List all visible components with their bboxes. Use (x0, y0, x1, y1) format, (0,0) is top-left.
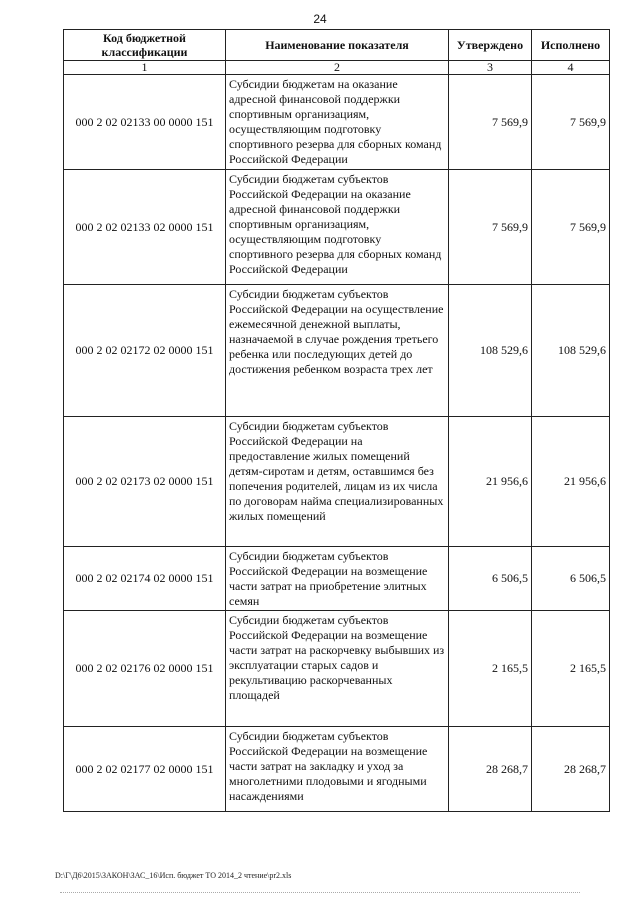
column-number: 1 (64, 61, 226, 75)
approved-amount: 108 529,6 (449, 285, 532, 417)
table-row (64, 611, 610, 727)
scan-divider (60, 892, 580, 894)
header-code: Код бюджетной классификации (64, 30, 226, 61)
table-row (64, 170, 610, 285)
budget-code: 000 2 02 02133 00 0000 151 (64, 75, 226, 170)
budget-code: 000 2 02 02174 02 0000 151 (64, 547, 226, 611)
page-number: 24 (313, 12, 327, 26)
budget-code: 000 2 02 02177 02 0000 151 (64, 727, 226, 812)
indicator-name: Субсидии бюджетам субъектов Российской Федерации на оказание адресной финансовой поддержки спортивным организациям, осуществляющим подготовку спортивного резерва для сборных команд Российской Федерации (226, 170, 449, 285)
approved-amount: 7 569,9 (449, 75, 532, 170)
budget-code: 000 2 02 02133 02 0000 151 (64, 170, 226, 285)
column-number-row (64, 61, 610, 75)
approved-amount: 7 569,9 (449, 170, 532, 285)
indicator-name: Субсидии бюджетам субъектов Российской Федерации на возмещение части затрат на раскорчевку выбывших из эксплуатации старых садов и рекультивацию раскорчеванных площадей (226, 611, 449, 727)
indicator-name: Субсидии бюджетам субъектов Российской Федерации на предоставление жилых помещений детям-сиротам и детям, оставшимся без попечения родителей, лицам из их числа по договорам найма специализированных жилых помещений (226, 417, 449, 547)
table-row (64, 285, 610, 417)
approved-amount: 21 956,6 (449, 417, 532, 547)
executed-amount: 7 569,9 (532, 170, 610, 285)
column-number: 3 (449, 61, 532, 75)
indicator-name: Субсидии бюджетам на оказание адресной финансовой поддержки спортивным организациям, осуществляющим подготовку спортивного резерва для сборных команд Российской Федерации (226, 75, 449, 170)
approved-amount: 2 165,5 (449, 611, 532, 727)
executed-amount: 21 956,6 (532, 417, 610, 547)
budget-code: 000 2 02 02176 02 0000 151 (64, 611, 226, 727)
budget-code: 000 2 02 02173 02 0000 151 (64, 417, 226, 547)
table-row (64, 417, 610, 547)
header-approved: Утверждено (449, 30, 532, 61)
table-row (64, 75, 610, 170)
header-executed: Исполнено (532, 30, 610, 61)
header-name: Наименование показателя (226, 30, 449, 61)
column-number: 2 (226, 61, 449, 75)
footer-file-path: D:\Г\Д6\2015\ЗАКОН\ЗАС_16\Исп. бюджет ТО 2014_2 чтение\pr2.xls (55, 871, 292, 880)
table-row (64, 727, 610, 812)
approved-amount: 28 268,7 (449, 727, 532, 812)
executed-amount: 108 529,6 (532, 285, 610, 417)
executed-amount: 6 506,5 (532, 547, 610, 611)
budget-code: 000 2 02 02172 02 0000 151 (64, 285, 226, 417)
budget-table (63, 29, 610, 812)
approved-amount: 6 506,5 (449, 547, 532, 611)
indicator-name: Субсидии бюджетам субъектов Российской Федерации на осуществление ежемесячной денежной выплаты, назначаемой в случае рождения третьего ребенка или последующих детей до достижения ребенком возраста трех лет (226, 285, 449, 417)
indicator-name: Субсидии бюджетам субъектов Российской Федерации на возмещение части затрат на приобретение элитных семян (226, 547, 449, 611)
executed-amount: 2 165,5 (532, 611, 610, 727)
table-row (64, 547, 610, 611)
indicator-name: Субсидии бюджетам субъектов Российской Федерации на возмещение части затрат на закладку и уход за многолетними плодовыми и ягодными насаждениями (226, 727, 449, 812)
executed-amount: 28 268,7 (532, 727, 610, 812)
executed-amount: 7 569,9 (532, 75, 610, 170)
column-number: 4 (532, 61, 610, 75)
header-row (64, 30, 610, 61)
